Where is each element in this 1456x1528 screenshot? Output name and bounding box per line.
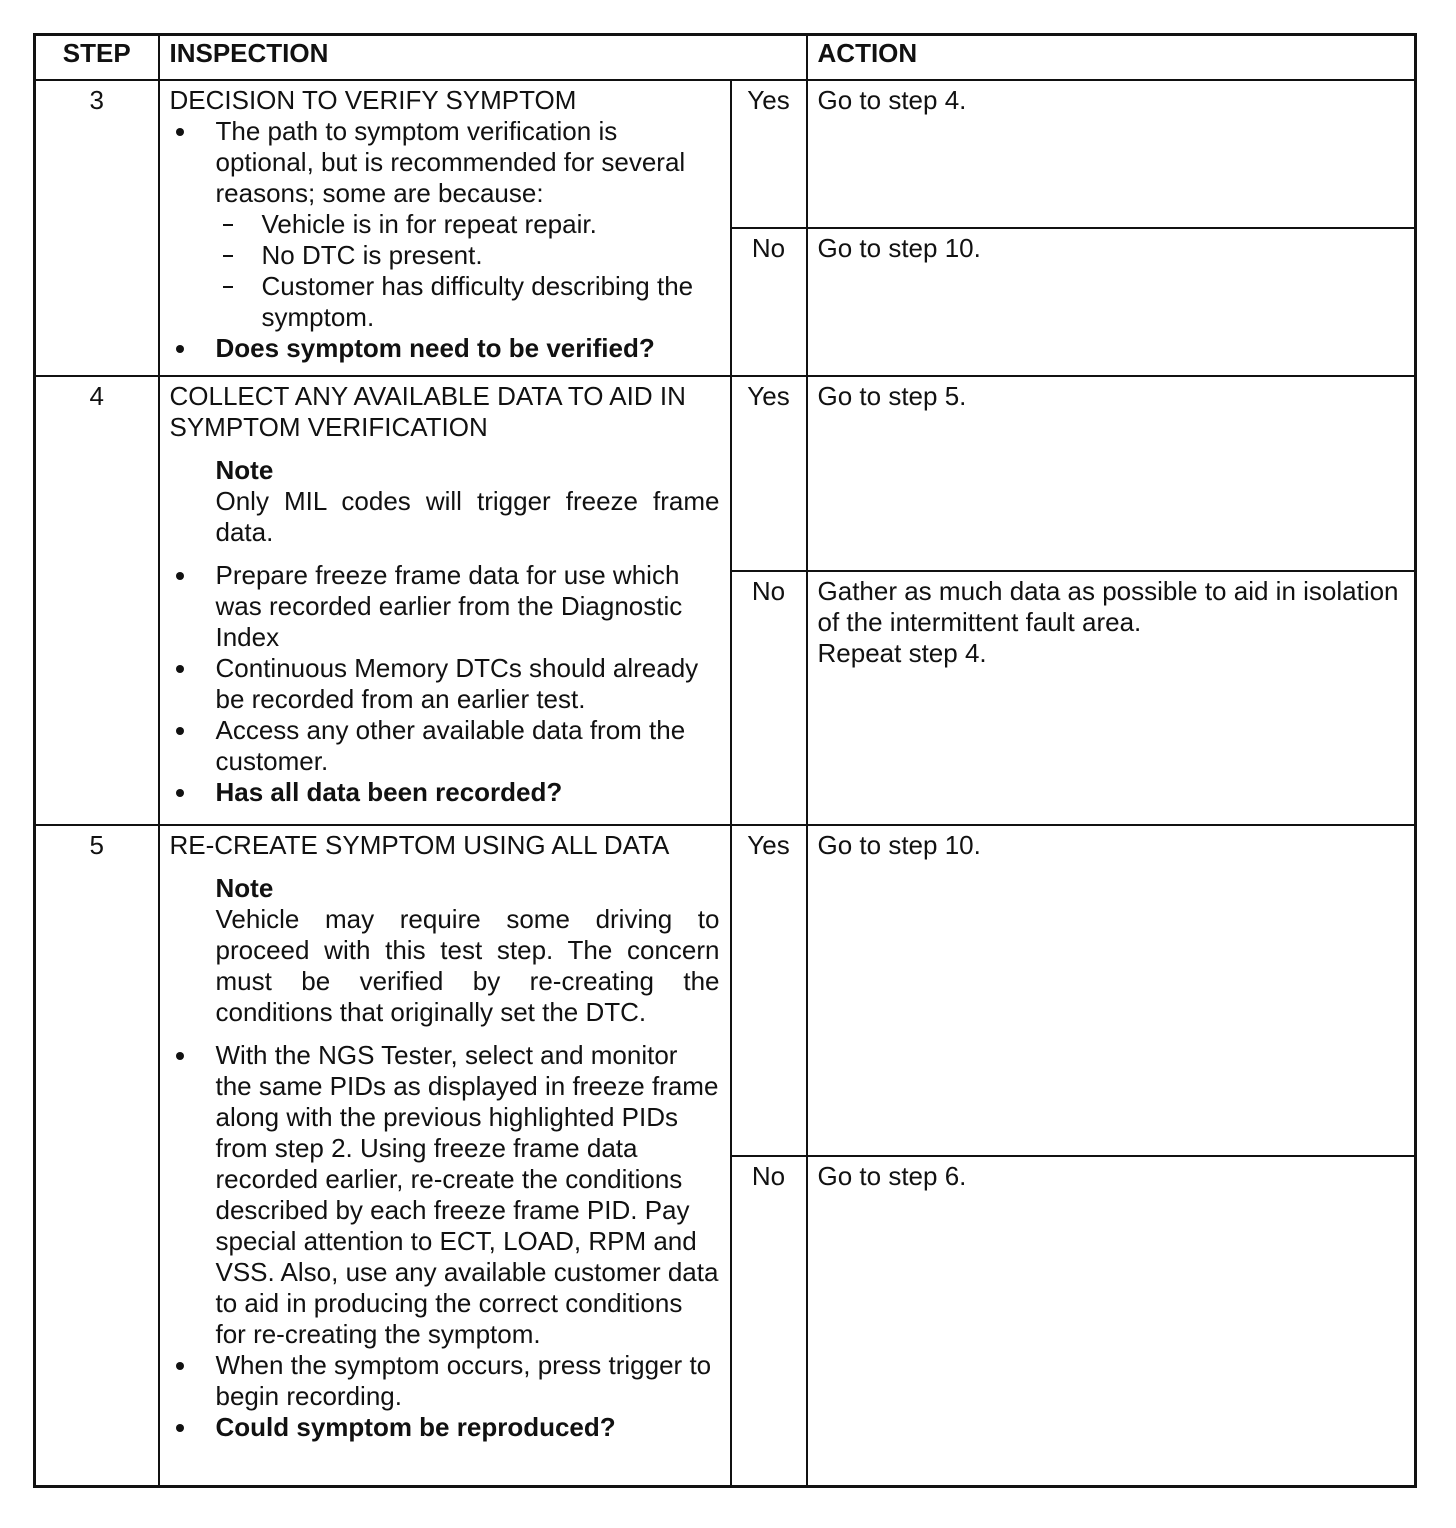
step-number: 5	[35, 825, 159, 1486]
bullet-item: The path to symptom verification is optional, but is recommended for several reasons; some are because:	[170, 116, 720, 209]
yes-label: Yes	[731, 825, 807, 1156]
table-header-row	[35, 35, 1416, 81]
no-action: Go to step 10.	[807, 228, 1416, 376]
question-item: Has all data been recorded?	[170, 777, 720, 808]
bullet-item: Continuous Memory DTCs should already be recorded from an earlier test.	[170, 653, 720, 715]
bullet-item: Access any other available data from the customer.	[170, 715, 720, 777]
step-3-inspection	[159, 80, 731, 376]
header-inspection: INSPECTION	[159, 35, 807, 81]
yes-label: Yes	[731, 80, 807, 228]
step-title: DECISION TO VERIFY SYMPTOM	[169, 85, 577, 115]
step-3-row-yes	[35, 80, 1416, 228]
step-title: COLLECT ANY AVAILABLE DATA TO AID IN SYMPTOM VERIFICATION	[169, 381, 686, 442]
question-item: Could symptom be reproduced?	[170, 1412, 720, 1443]
no-label: No	[731, 571, 807, 825]
step-number: 3	[35, 80, 159, 376]
bullet-item: When the symptom occurs, press trigger to begin recording.	[170, 1350, 720, 1412]
yes-label: Yes	[731, 376, 807, 571]
yes-action: Go to step 4.	[807, 80, 1416, 228]
step-4-row-yes	[35, 376, 1416, 571]
step-title: RE-CREATE SYMPTOM USING ALL DATA	[169, 830, 670, 860]
step-4-inspection	[159, 376, 731, 825]
header-action: ACTION	[807, 35, 1416, 81]
sub-item: Vehicle is in for repeat repair.	[170, 209, 720, 240]
step-5-inspection	[159, 825, 731, 1486]
header-step: STEP	[35, 35, 159, 81]
step-number: 4	[35, 376, 159, 825]
step-5-row-yes	[35, 825, 1416, 1156]
no-action	[807, 571, 1416, 825]
no-label: No	[731, 228, 807, 376]
bullet-item: Prepare freeze frame data for use which was recorded earlier from the Diagnostic Index	[170, 560, 720, 653]
question-item: Does symptom need to be verified?	[170, 333, 720, 364]
note-title: Note	[215, 873, 274, 903]
no-action-text: Repeat step 4.	[817, 638, 987, 668]
diagnostic-table	[33, 33, 1417, 1488]
yes-action: Go to step 5.	[807, 376, 1416, 571]
no-action: Go to step 6.	[807, 1156, 1416, 1486]
note-text: Only MIL codes will trigger freeze frame data.	[215, 486, 720, 547]
yes-action: Go to step 10.	[807, 825, 1416, 1156]
bullet-item: With the NGS Tester, select and monitor the same PIDs as displayed in freeze frame along with the previous highlighted PIDs from step 2. Using freeze frame data recorded earlier, re-create the conditions described by each freeze frame PID. Pay special attention to ECT, LOAD, RPM and VSS. Also, use any available customer data to aid in producing the correct conditions for re-creating the symptom.	[170, 1040, 720, 1350]
note-text: Vehicle may require some driving to proceed with this test step. The concern must be verified by re-creating the conditions that originally set the DTC.	[215, 904, 720, 1027]
note-title: Note	[215, 455, 274, 485]
no-label: No	[731, 1156, 807, 1486]
sub-item: No DTC is present.	[170, 240, 720, 271]
no-action-text: Gather as much data as possible to aid in isolation of the intermittent fault area.	[817, 576, 1399, 637]
sub-item: Customer has difficulty describing the symptom.	[170, 271, 720, 333]
